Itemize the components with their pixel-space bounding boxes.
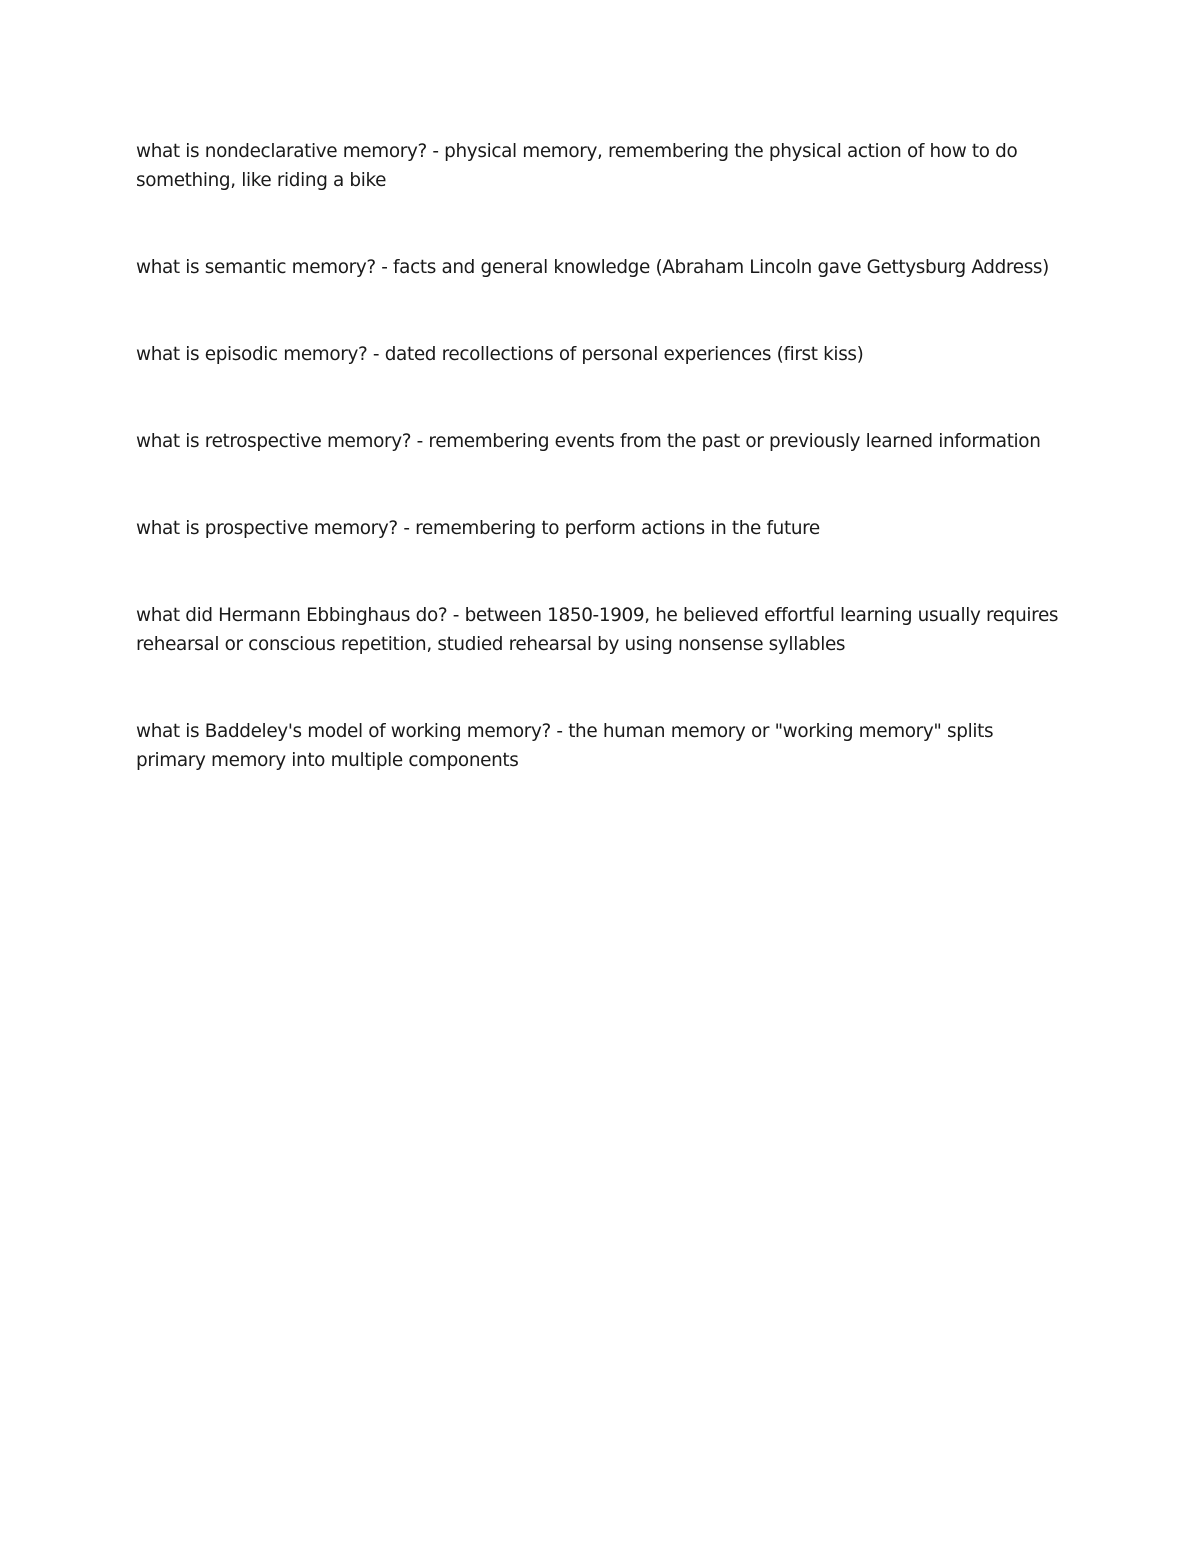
flashcard-entry-prospective: what is prospective memory? - remembering to perform actions in the future	[136, 518, 820, 539]
flashcard-entry-retrospective: what is retrospective memory? - remembering events from the past or previously learned information	[136, 431, 1041, 452]
flashcard-entry-baddeley: what is Baddeley's model of working memory? - the human memory or "working memory" splits primary memory into multiple components	[136, 721, 994, 771]
flashcard-entry-ebbinghaus: what did Hermann Ebbinghaus do? - between 1850-1909, he believed effortful learning usually requires rehearsal or conscious repetition, studied rehearsal by using nonsense syllables	[136, 605, 1059, 655]
flashcard-entry-semantic: what is semantic memory? - facts and general knowledge (Abraham Lincoln gave Gettysburg Address)	[136, 257, 1049, 278]
flashcard-entry-nondeclarative: what is nondeclarative memory? - physical memory, remembering the physical action of how to do something, like riding a bike	[136, 141, 1018, 191]
flashcard-entry-episodic: what is episodic memory? - dated recollections of personal experiences (first kiss)	[136, 344, 864, 365]
flashcard-list	[136, 137, 1061, 833]
